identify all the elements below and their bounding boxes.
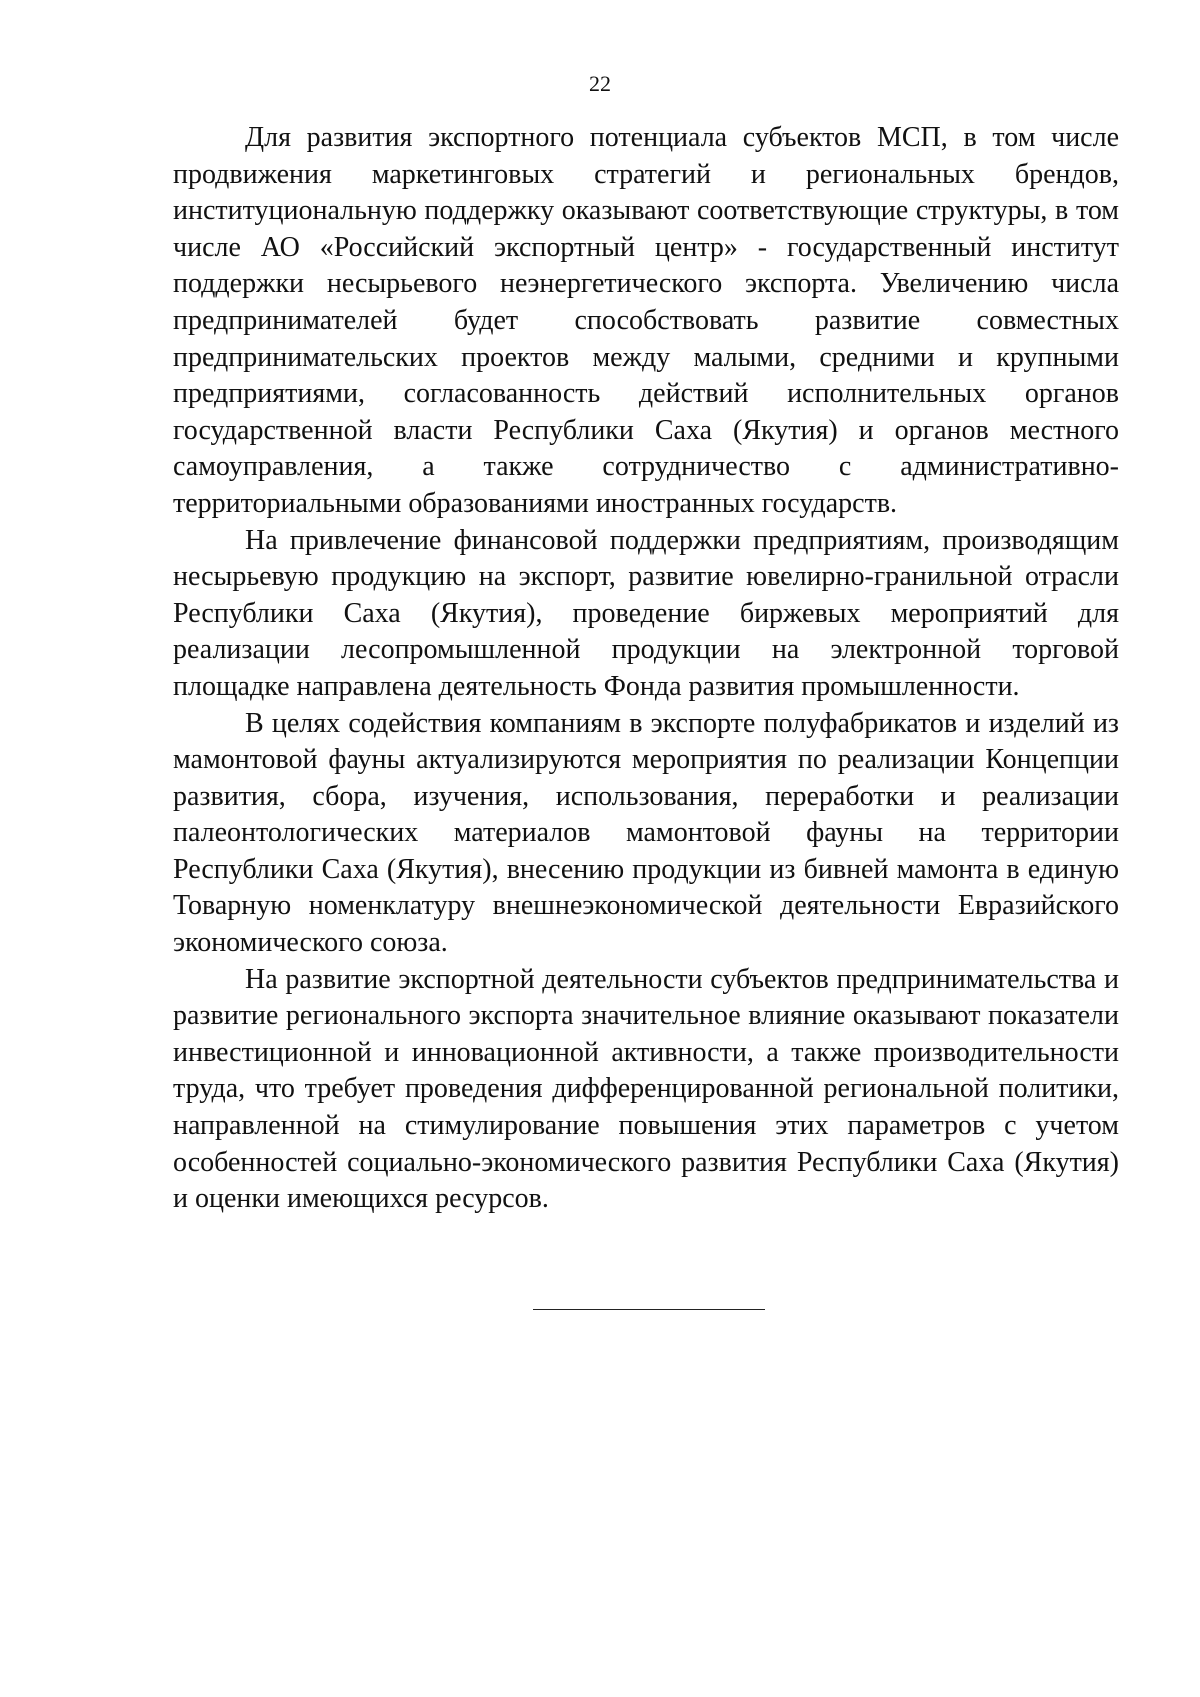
end-divider <box>533 1309 765 1310</box>
paragraph-export-institutions: Для развития экспортного потенциала субъектов МСП, в том числе продвижения маркетинговых стратегий и региональных брендов, институциональную поддержку оказывают соответствующие структуры, в том числе АО «Российский экспортный центр» - государственный институт поддержки несырьевого неэнергетического экспорта. Увеличению числа предпринимателей будет способствовать развитие совместных предпринимательских проектов между малыми, средними и крупными предприятиями, согласованность действий исполнительных органов государственной власти Республики Саха (Якутия) и органов местного самоуправления, а также сотрудничество с административно-территориальными образованиями иностранных государств. <box>173 122 1119 519</box>
paragraph-regional-policy: На развитие экспортной деятельности субъектов предпринимательства и развитие регионального экспорта значительное влияние оказывают показатели инвестиционной и инновационной активности, а также производительности труда, что требует проведения дифференцированной региональной политики, направленной на стимулирование повышения этих параметров с учетом особенностей социально-экономического развития Республики Саха (Якутия) и оценки имеющихся ресурсов. <box>173 963 1119 1215</box>
paragraph-mammoth-fauna: В целях содействия компаниям в экспорте полуфабрикатов и изделий из мамонтовой фауны актуализируются мероприятия по реализации Концепции развития, сбора, изучения, использования, переработки и реализации палеонтологических материалов мамонтовой фауны на территории Республики Саха (Якутия), внесению продукции из бивней мамонта в единую Товарную номенклатуру внешнеэкономической деятельности Евразийского экономического союза. <box>173 707 1119 959</box>
page-number: 22 <box>589 71 611 96</box>
body-text <box>173 120 1119 1218</box>
paragraph-industry-fund: На привлечение финансовой поддержки предприятиям, производящим несырьевую продукцию на экспорт, развитие ювелирно-гранильной отрасли Республики Саха (Якутия), проведение биржевых мероприятий для реализации лесопромышленной продукции на электронной торговой площадке направлена деятельность Фонда развития промышленности. <box>173 524 1119 702</box>
